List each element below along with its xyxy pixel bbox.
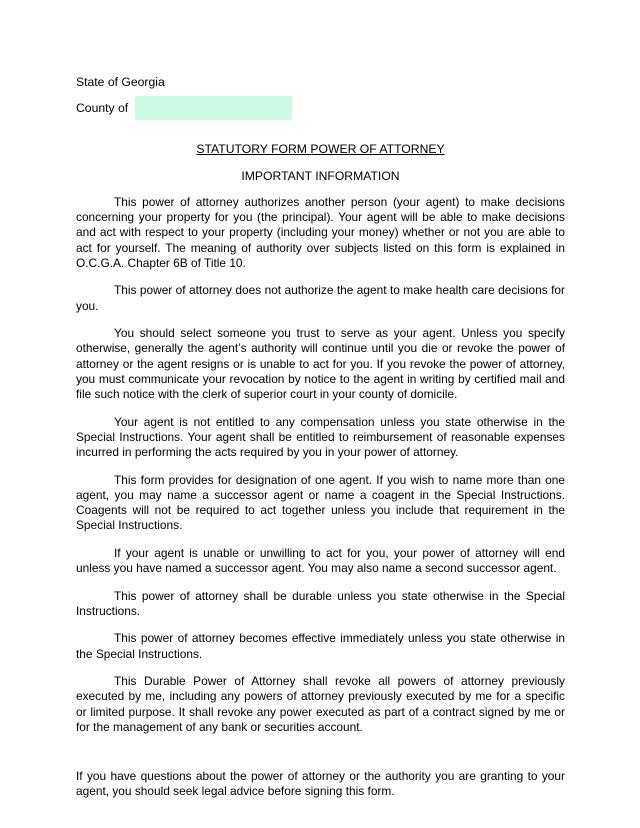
paragraph-compensation: Your agent is not entitled to any compensation unless you state otherwise in the Special Instructions. Your agent shall be entitled to reimbursement of reasonable expenses incurred in performing the acts required by you in your power of attorney.	[76, 414, 565, 460]
county-label: County of	[76, 101, 129, 115]
form-title: STATUTORY FORM POWER OF ATTORNEY	[196, 142, 445, 156]
paragraph-designation: This form provides for designation of one agent. If you wish to name more than one agent, you may name a successor agent or name a coagent in the Special Instructions. Coagents will not be required to act together unless you include that requirement in the Special Instructions.	[76, 472, 565, 533]
county-row	[76, 96, 292, 120]
important-information-heading: IMPORTANT INFORMATION	[241, 169, 400, 183]
paragraph-authorization: This power of attorney authorizes another person (your agent) to make decisions concerning your property for you (the principal). Your agent will be able to make decisions and act with respect to your property (including your money) whether or not you are able to act for yourself. The meaning of authority over subjects listed on this form is explained in O.C.G.A. Chapter 6B of Title 10.	[76, 195, 565, 270]
paragraph-durable: This power of attorney shall be durable unless you state otherwise in the Special Instructions.	[76, 588, 565, 618]
paragraph-revoke: This Durable Power of Attorney shall revoke all powers of attorney previously executed by me, including any powers of attorney previously executed by me for a specific or limited purpose. It shall revoke any power executed as part of a contract signed by me or for the management of any bank or securities account.	[76, 674, 565, 734]
paragraph-health-care: This power of attorney does not authorize the agent to make health care decisions for you.	[76, 283, 565, 313]
state-line: State of Georgia	[76, 75, 165, 89]
paragraph-effective: This power of attorney becomes effective immediately unless you state otherwise in the Special Instructions.	[76, 631, 565, 661]
paragraph-legal-advice: If you have questions about the power of attorney or the authority you are granting to your agent, you should seek legal advice before signing this form.	[76, 769, 565, 799]
county-field[interactable]	[135, 96, 292, 120]
document-body	[76, 195, 565, 812]
paragraph-select-agent: You should select someone you trust to serve as your agent. Unless you specify otherwise, generally the agent’s authority will continue until you die or revoke the power of attorney or the agent resigns or is unable to act for you. If you revoke the power of attorney, you must communicate your revocation by notice to the agent in writing by certified mail and file such notice with the clerk of superior court in your county of domicile.	[76, 326, 565, 402]
paragraph-successor-agent: If your agent is unable or unwilling to act for you, your power of attorney will end unless you have named a successor agent. You may also name a second successor agent.	[76, 545, 565, 576]
